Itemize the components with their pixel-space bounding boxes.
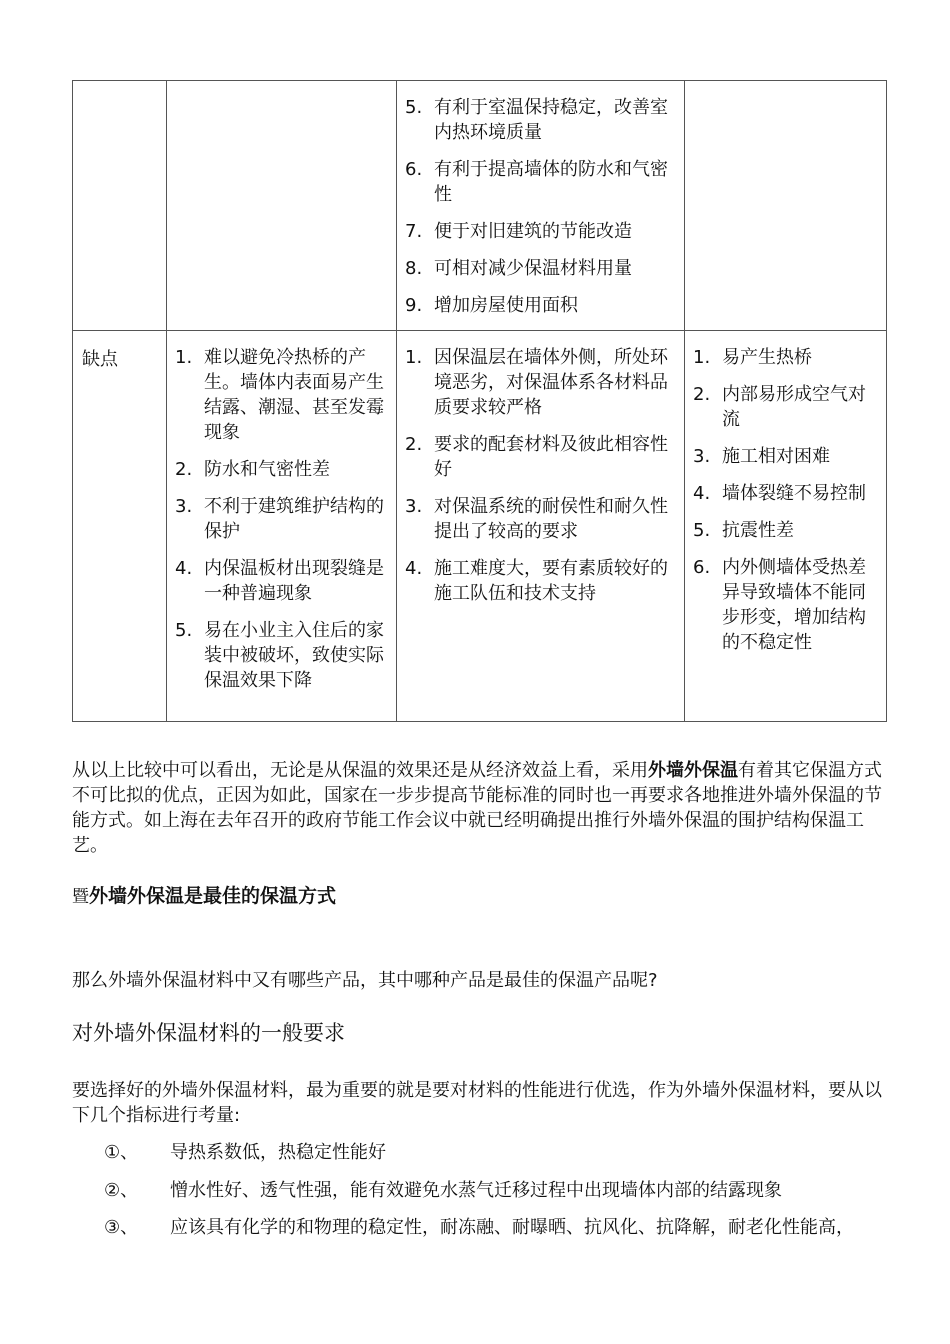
item-number: 2. bbox=[693, 384, 711, 405]
list-item bbox=[693, 382, 880, 432]
list-item bbox=[693, 518, 880, 543]
list-item bbox=[693, 555, 880, 655]
item-text: 防水和气密性差 bbox=[204, 459, 330, 480]
list-item bbox=[693, 345, 880, 370]
disadvantages-list bbox=[167, 331, 396, 693]
item-number: 2. bbox=[175, 459, 193, 480]
item-number: 6. bbox=[405, 159, 423, 180]
item-number: 5. bbox=[405, 97, 423, 118]
section-heading: 对外墙外保温材料的一般要求 bbox=[72, 1021, 345, 1045]
item-text: 便于对旧建筑的节能改造 bbox=[434, 221, 632, 242]
item-number: 4. bbox=[693, 483, 711, 504]
item-number: 4. bbox=[405, 558, 423, 579]
list-item bbox=[175, 345, 390, 445]
item-text: 增加房屋使用面积 bbox=[434, 295, 578, 316]
disadvantages-list bbox=[397, 331, 684, 606]
emphasis-text: 外墙外保温 bbox=[648, 760, 738, 781]
item-number: 5. bbox=[175, 620, 193, 641]
table-row bbox=[73, 81, 887, 331]
sandwich-insulation-cell bbox=[685, 331, 887, 722]
item-number: 1. bbox=[175, 347, 193, 368]
criteria-text: 应该具有化学的和物理的稳定性，耐冻融、耐曝晒、抗风化、抗降解，耐老化性能高， bbox=[170, 1217, 854, 1238]
external-insulation-cell bbox=[397, 81, 685, 331]
item-text: 不利于建筑维护结构的保护 bbox=[204, 496, 384, 542]
table-row bbox=[73, 331, 887, 722]
item-text: 内外侧墙体受热差异导致墙体不能同步形变，增加结构的不稳定性 bbox=[722, 557, 866, 653]
item-text: 施工相对困难 bbox=[722, 446, 830, 467]
disadvantages-list bbox=[685, 331, 886, 655]
list-item bbox=[175, 556, 390, 606]
conclusion-heading bbox=[72, 881, 336, 908]
list-item bbox=[405, 293, 678, 318]
item-text: 对保温系统的耐侯性和耐久性提出了较高的要求 bbox=[434, 496, 668, 542]
advantages-list bbox=[397, 81, 684, 318]
item-text: 抗震性差 bbox=[722, 520, 794, 541]
intro-paragraph: 要选择好的外墙外保温材料，最为重要的就是要对材料的性能进行优选，作为外墙外保温材料，要从以下几个指标进行考量: bbox=[72, 1080, 882, 1126]
external-insulation-cell bbox=[397, 331, 685, 722]
row-label-cell bbox=[73, 81, 167, 331]
item-text: 易在小业主入住后的家装中被破坏，致使实际保温效果下降 bbox=[204, 620, 384, 691]
list-item bbox=[693, 444, 880, 469]
criteria-marker: ②、 bbox=[104, 1180, 139, 1201]
sandwich-insulation-cell bbox=[685, 81, 887, 331]
criteria-text: 导热系数低，热稳定性能好 bbox=[170, 1142, 386, 1163]
list-item bbox=[405, 95, 678, 145]
list-item bbox=[693, 481, 880, 506]
list-item bbox=[405, 157, 678, 207]
item-number: 9. bbox=[405, 295, 423, 316]
paragraph-text: 有着其它保温方式不可比拟的优点，正因为如此，国家在一步步提高节能标准的同时也一再要求各地推进外墙外保温的节能方式。如上海在去年召开的政府节能工作会议中就已经明确提出推行外墙外保温的围护结构保温工艺。 bbox=[72, 760, 882, 856]
list-item bbox=[405, 556, 678, 606]
conclusion-paragraph bbox=[72, 758, 892, 858]
item-number: 1. bbox=[693, 347, 711, 368]
item-text: 因保温层在墙体外侧，所处环境恶劣，对保温体系各材料品质要求较严格 bbox=[434, 347, 668, 418]
paragraph-text: 从以上比较中可以看出，无论是从保温的效果还是从经济效益上看，采用 bbox=[72, 760, 648, 781]
internal-insulation-cell bbox=[167, 81, 397, 331]
criteria-marker: ③、 bbox=[104, 1217, 139, 1238]
list-item bbox=[175, 494, 390, 544]
item-text: 有利于室温保持稳定，改善室内热环境质量 bbox=[434, 97, 668, 143]
item-number: 3. bbox=[405, 496, 423, 517]
item-number: 2. bbox=[405, 434, 423, 455]
item-text: 易产生热桥 bbox=[722, 347, 812, 368]
item-text: 难以避免冷热桥的产生。墙体内表面易产生结露、潮湿、甚至发霉现象 bbox=[204, 347, 384, 443]
item-number: 8. bbox=[405, 258, 423, 279]
item-text: 施工难度大，要有素质较好的施工队伍和技术支持 bbox=[434, 558, 668, 604]
heading-text: 外墙外保温是最佳的保温方式 bbox=[89, 885, 337, 907]
item-number: 4. bbox=[175, 558, 193, 579]
item-text: 要求的配套材料及彼此相容性好 bbox=[434, 434, 668, 480]
item-number: 7. bbox=[405, 221, 423, 242]
item-text: 有利于提高墙体的防水和气密性 bbox=[434, 159, 668, 205]
item-number: 1. bbox=[405, 347, 423, 368]
criteria-text: 憎水性好、透气性强，能有效避免水蒸气迁移过程中出现墙体内部的结露现象 bbox=[170, 1180, 782, 1201]
criteria-marker: ①、 bbox=[104, 1142, 139, 1163]
comparison-table bbox=[72, 80, 887, 722]
question-paragraph: 那么外墙外保温材料中又有哪些产品，其中哪种产品是最佳的保温产品呢? bbox=[72, 970, 658, 991]
list-item bbox=[175, 457, 390, 482]
row-label-disadvantages: 缺点 bbox=[73, 331, 167, 722]
item-number: 6. bbox=[693, 557, 711, 578]
list-item bbox=[405, 494, 678, 544]
item-number: 5. bbox=[693, 520, 711, 541]
item-text: 内保温板材出现裂缝是一种普遍现象 bbox=[204, 558, 384, 604]
list-item bbox=[175, 618, 390, 693]
item-number: 3. bbox=[175, 496, 193, 517]
criteria-item bbox=[104, 1215, 904, 1240]
list-item bbox=[405, 345, 678, 420]
list-item bbox=[405, 219, 678, 244]
item-number: 3. bbox=[693, 446, 711, 467]
list-item bbox=[405, 432, 678, 482]
list-item bbox=[405, 256, 678, 281]
heading-prefix: 暨 bbox=[72, 887, 89, 907]
internal-insulation-cell bbox=[167, 331, 397, 722]
item-text: 墙体裂缝不易控制 bbox=[722, 483, 866, 504]
item-text: 可相对减少保温材料用量 bbox=[434, 258, 632, 279]
criteria-item bbox=[104, 1178, 904, 1203]
criteria-item bbox=[104, 1140, 904, 1165]
item-text: 内部易形成空气对流 bbox=[722, 384, 866, 430]
